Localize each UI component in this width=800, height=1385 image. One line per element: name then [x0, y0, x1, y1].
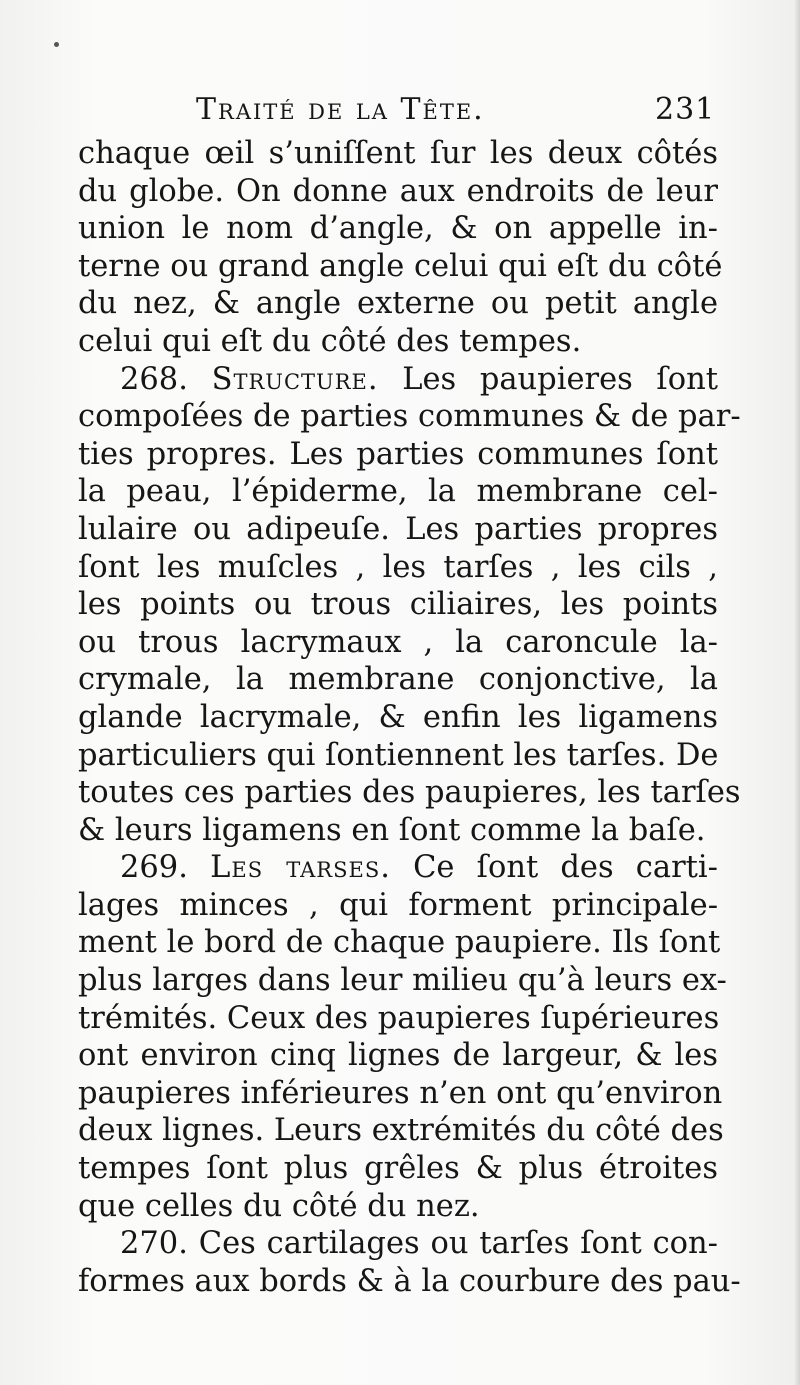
text-line: chaque œil s’uniſſent ſur les deux côtés: [78, 136, 718, 171]
ink-speck: [54, 42, 59, 47]
text-line: ont environ cinq lignes de largeur, & les: [78, 1038, 718, 1074]
text-line: les points ou trous ciliaires, les points: [78, 587, 718, 623]
text-line: particuliers qui ſontiennent les tarſes. De: [78, 737, 719, 773]
text-line: ſont les muſcles , les tarſes , les cils ,: [78, 549, 718, 585]
text-run: Ce ſont des carti-: [413, 850, 718, 886]
text-line: que celles du côté du nez.: [78, 1188, 480, 1224]
body-text: [78, 135, 741, 1300]
running-title: Traité de la Tête.: [196, 92, 485, 127]
text-line: compoſées de parties communes & de par-: [78, 399, 741, 435]
text-line: celui qui eſt du côté des tempes.: [78, 323, 582, 359]
text-line: terne ou grand angle celui qui eſt du côté: [78, 248, 723, 284]
section-heading: Les tarses.: [210, 850, 391, 886]
section-heading: Structure.: [211, 361, 379, 397]
text-line: tempes ſont plus grêles & plus étroites: [78, 1151, 718, 1187]
text-run: Les paupieres ſont: [402, 361, 718, 397]
paragraph-268-first-line: [78, 361, 718, 399]
text-line: plus larges dans leur milieu qu’à leurs ex-: [78, 963, 727, 999]
text-line: & leurs ligamens en ſont comme la baſe.: [78, 812, 706, 848]
text-line: glande lacrymale, & enfin les ligamens: [78, 699, 718, 735]
paragraph-number: 269.: [120, 850, 188, 886]
text-line: ment le bord de chaque paupiere. Ils ſont: [78, 925, 721, 961]
text-line: deux lignes. Leurs extrémités du côté des: [78, 1113, 724, 1149]
text-line: lages minces , qui forment principale-: [78, 887, 718, 923]
text-line: du globe. On donne aux endroits de leur: [78, 173, 718, 209]
text-line: du nez, & angle externe ou petit angle: [78, 286, 718, 322]
text-line: union le nom d’angle, & on appelle in-: [78, 211, 718, 247]
paragraph-number: 268.: [120, 361, 188, 397]
paragraph-269-first-line: [78, 849, 718, 887]
text-line: toutes ces parties des paupieres, les tarſes: [78, 775, 741, 811]
text-line: lulaire ou adipeuſe. Les parties propres: [78, 511, 718, 547]
text-line: ou trous lacrymaux , la caroncule la-: [78, 624, 718, 660]
text-line: ties propres. Les parties communes ſont: [78, 436, 718, 472]
running-head: [0, 92, 800, 138]
text-line: crymale, la membrane conjonctive, la: [78, 662, 718, 698]
text-line: formes aux bords & à la courbure des pau-: [78, 1263, 741, 1299]
text-line: la peau, l’épiderme, la membrane cel-: [78, 474, 718, 510]
page-number: 231: [655, 92, 716, 127]
text-line: trémités. Ceux des paupieres ſupérieures: [78, 1000, 720, 1036]
paragraph-270-first-line: 270. Ces cartilages ou tarſes ſont con-: [120, 1226, 718, 1262]
text-line: paupieres inférieures n’en ont qu’environ: [78, 1075, 723, 1111]
